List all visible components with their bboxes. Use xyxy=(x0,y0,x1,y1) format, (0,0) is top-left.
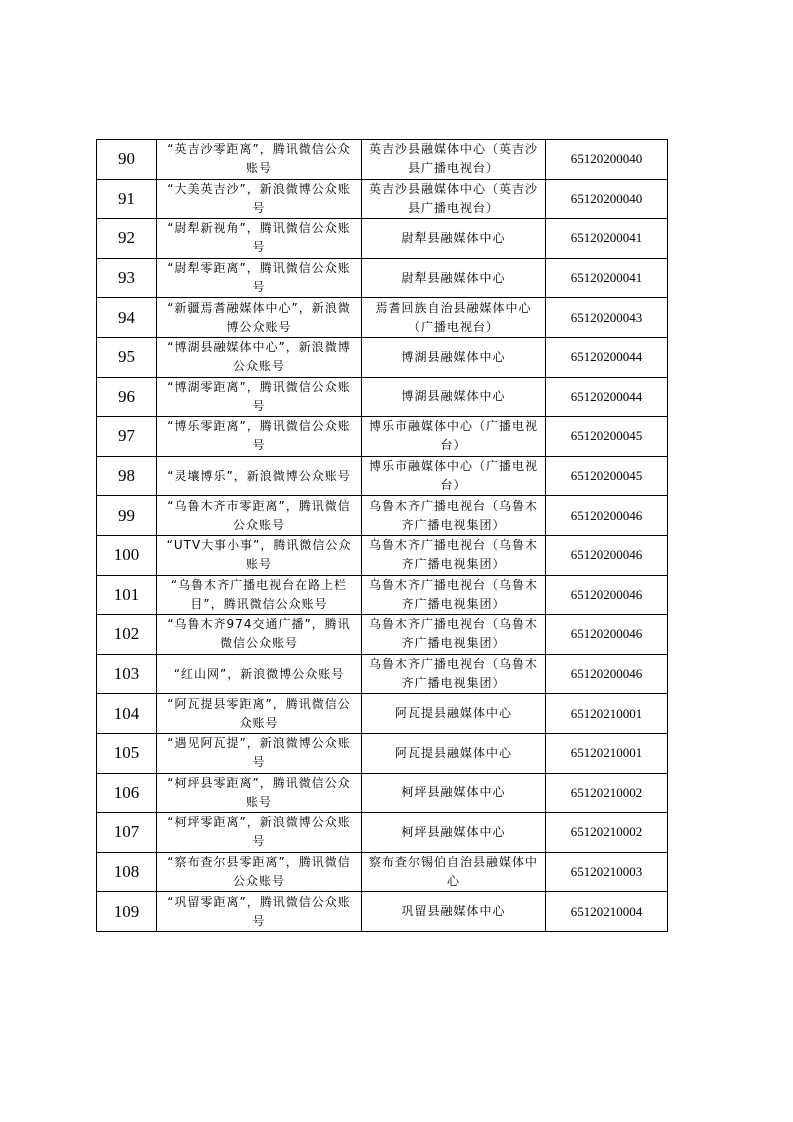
table-row xyxy=(97,179,668,219)
organization-name: 察布查尔锡伯自治县融媒体中心 xyxy=(362,852,546,892)
row-number: 106 xyxy=(97,773,157,813)
registration-code: 65120210002 xyxy=(546,773,668,813)
row-number: 95 xyxy=(97,337,157,377)
row-number: 90 xyxy=(97,140,157,180)
organization-name: 巩留县融媒体中心 xyxy=(362,892,546,932)
organization-name: 博乐市融媒体中心（广播电视台） xyxy=(362,456,546,496)
account-registry-table xyxy=(96,139,668,932)
account-name: “巩留零距离”，腾讯微信公众账号 xyxy=(157,892,362,932)
account-name: “新疆焉耆融媒体中心”，新浪微博公众账号 xyxy=(157,298,362,338)
organization-name: 博湖县融媒体中心 xyxy=(362,337,546,377)
account-name: “柯坪县零距离”，腾讯微信公众账号 xyxy=(157,773,362,813)
table-row xyxy=(97,140,668,180)
row-number: 93 xyxy=(97,258,157,298)
registration-code: 65120200040 xyxy=(546,140,668,180)
account-name: “遇见阿瓦提”，新浪微博公众账号 xyxy=(157,733,362,773)
registration-code: 65120200046 xyxy=(546,615,668,655)
organization-name: 英吉沙县融媒体中心（英吉沙县广播电视台） xyxy=(362,140,546,180)
organization-name: 阿瓦提县融媒体中心 xyxy=(362,733,546,773)
account-name: “灵壤博乐”，新浪微博公众账号 xyxy=(157,456,362,496)
table-row xyxy=(97,219,668,259)
organization-name: 英吉沙县融媒体中心（英吉沙县广播电视台） xyxy=(362,179,546,219)
registration-code: 65120210002 xyxy=(546,813,668,853)
row-number: 97 xyxy=(97,417,157,457)
table-row xyxy=(97,575,668,615)
account-name: “乌鲁木齐974交通广播”，腾讯微信公众账号 xyxy=(157,615,362,655)
registration-code: 65120200046 xyxy=(546,654,668,694)
table-row xyxy=(97,535,668,575)
row-number: 91 xyxy=(97,179,157,219)
table-row xyxy=(97,258,668,298)
row-number: 99 xyxy=(97,496,157,536)
registration-code: 65120200041 xyxy=(546,258,668,298)
table-body xyxy=(97,140,668,932)
row-number: 102 xyxy=(97,615,157,655)
account-name: “尉犁零距离”，腾讯微信公众账号 xyxy=(157,258,362,298)
row-number: 92 xyxy=(97,219,157,259)
organization-name: 乌鲁木齐广播电视台（乌鲁木齐广播电视集团） xyxy=(362,575,546,615)
registration-code: 65120200046 xyxy=(546,496,668,536)
account-name: “英吉沙零距离”，腾讯微信公众账号 xyxy=(157,140,362,180)
table-row xyxy=(97,654,668,694)
organization-name: 阿瓦提县融媒体中心 xyxy=(362,694,546,734)
account-name: “察布查尔县零距离”，腾讯微信公众账号 xyxy=(157,852,362,892)
row-number: 103 xyxy=(97,654,157,694)
table-row xyxy=(97,892,668,932)
organization-name: 柯坪县融媒体中心 xyxy=(362,773,546,813)
account-name: “乌鲁木齐市零距离”，腾讯微信公众账号 xyxy=(157,496,362,536)
row-number: 108 xyxy=(97,852,157,892)
table-row xyxy=(97,813,668,853)
account-name: “UTV大事小事”，腾讯微信公众账号 xyxy=(157,535,362,575)
registration-code: 65120200040 xyxy=(546,179,668,219)
registration-code: 65120200041 xyxy=(546,219,668,259)
organization-name: 尉犁县融媒体中心 xyxy=(362,219,546,259)
row-number: 96 xyxy=(97,377,157,417)
table-row xyxy=(97,496,668,536)
account-name: “博乐零距离”，腾讯微信公众账号 xyxy=(157,417,362,457)
organization-name: 乌鲁木齐广播电视台（乌鲁木齐广播电视集团） xyxy=(362,496,546,536)
row-number: 105 xyxy=(97,733,157,773)
registration-code: 65120200044 xyxy=(546,337,668,377)
account-name: “乌鲁木齐广播电视台在路上栏目”，腾讯微信公众账号 xyxy=(157,575,362,615)
account-name: “博湖零距离”，腾讯微信公众账号 xyxy=(157,377,362,417)
organization-name: 焉耆回族自治县融媒体中心（广播电视台） xyxy=(362,298,546,338)
registration-code: 65120200045 xyxy=(546,417,668,457)
registration-code: 65120200043 xyxy=(546,298,668,338)
table-row xyxy=(97,456,668,496)
table-row xyxy=(97,377,668,417)
row-number: 100 xyxy=(97,535,157,575)
table-row xyxy=(97,694,668,734)
table-row xyxy=(97,852,668,892)
account-name: “红山网”，新浪微博公众账号 xyxy=(157,654,362,694)
registration-code: 65120210001 xyxy=(546,733,668,773)
account-name: “尉犁新视角”，腾讯微信公众账号 xyxy=(157,219,362,259)
organization-name: 柯坪县融媒体中心 xyxy=(362,813,546,853)
account-name: “博湖县融媒体中心”，新浪微博公众账号 xyxy=(157,337,362,377)
row-number: 94 xyxy=(97,298,157,338)
registration-code: 65120200046 xyxy=(546,575,668,615)
row-number: 101 xyxy=(97,575,157,615)
registration-code: 65120210004 xyxy=(546,892,668,932)
account-name: “柯坪零距离”，新浪微博公众账号 xyxy=(157,813,362,853)
account-name: “阿瓦提县零距离”，腾讯微信公众账号 xyxy=(157,694,362,734)
table-row xyxy=(97,298,668,338)
registration-code: 65120200044 xyxy=(546,377,668,417)
registration-code: 65120210003 xyxy=(546,852,668,892)
row-number: 107 xyxy=(97,813,157,853)
organization-name: 乌鲁木齐广播电视台（乌鲁木齐广播电视集团） xyxy=(362,535,546,575)
organization-name: 博乐市融媒体中心（广播电视台） xyxy=(362,417,546,457)
organization-name: 乌鲁木齐广播电视台（乌鲁木齐广播电视集团） xyxy=(362,654,546,694)
registration-code: 65120210001 xyxy=(546,694,668,734)
table-row xyxy=(97,733,668,773)
row-number: 104 xyxy=(97,694,157,734)
registration-code: 65120200046 xyxy=(546,535,668,575)
table-row xyxy=(97,615,668,655)
registration-code: 65120200045 xyxy=(546,456,668,496)
table-row xyxy=(97,417,668,457)
account-name: “大美英吉沙”，新浪微博公众账号 xyxy=(157,179,362,219)
organization-name: 尉犁县融媒体中心 xyxy=(362,258,546,298)
row-number: 109 xyxy=(97,892,157,932)
table-row xyxy=(97,337,668,377)
row-number: 98 xyxy=(97,456,157,496)
table-row xyxy=(97,773,668,813)
organization-name: 博湖县融媒体中心 xyxy=(362,377,546,417)
organization-name: 乌鲁木齐广播电视台（乌鲁木齐广播电视集团） xyxy=(362,615,546,655)
